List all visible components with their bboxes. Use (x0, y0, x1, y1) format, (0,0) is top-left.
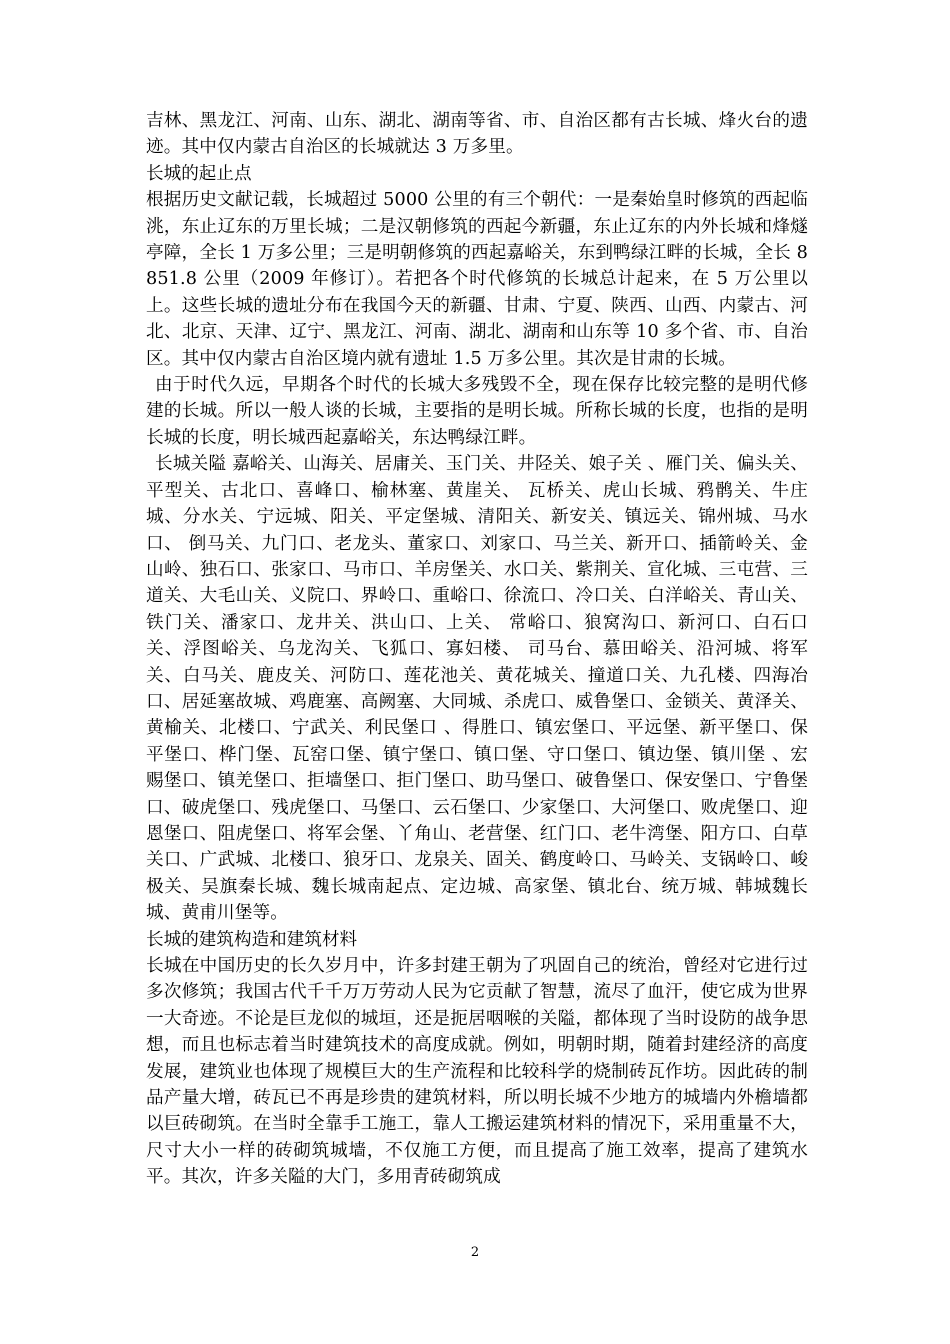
paragraph-provinces: 吉林、黑龙江、河南、山东、湖北、湖南等省、市、自治区都有古长城、烽火台的遗迹。其中仅内蒙古自治区的长城就达 3 万多里。 (146, 111, 808, 158)
paragraph-ming-wall: 由于时代久远，早期各个时代的长城大多残毁不全，现在保存比较完整的是明代修建的长城。所以一般人谈的长城，主要指的是明长城。所称长城的长度，也指的是明长城的长度，明长城西起嘉峪关，东达鸭绿江畔。 (146, 375, 808, 448)
paragraph-history-records: 根据历史文献记载，长城超过 5000 公里的有三个朝代：一是秦始皇时修筑的西起临洮，东止辽东的万里长城；二是汉朝修筑的西起今新疆，东止辽东的内外长城和烽燧亭障，全长 1 万多公里；三是明朝修筑的西起嘉峪关，东到鸭绿江畔的长城，全长 8851.8 公里（2009 年修订）。若把各个时代修筑的长城总计起来，在 5 万公里以上。这些长城的遗址分布在我国今天的新疆、甘肃、宁夏、陕西、山西、内蒙古、河北、北京、天津、辽宁、黑龙江、河南、湖北、湖南和山东等 10 多个省、市、自治区。其中仅内蒙古自治区境内就有遗址 1.5 万多公里。其次是甘肃的长城。 (146, 190, 808, 369)
section-heading-construction: 长城的建筑构造和建筑材料 (146, 929, 358, 950)
document-page (146, 108, 808, 1191)
paragraph-passes-list: 长城关隘 嘉峪关、山海关、居庸关、玉门关、井陉关、娘子关 、雁门关、偏头关、平型关、古北口、喜峰口、榆林塞、黄崖关、 瓦桥关、虎山长城、鸦鹘关、牛庄城、分水关、宁远城、阳关、平定堡城、清阳关、新安关、镇远关、锦州城、马水口、 倒马关、九门口、老龙头、董家口、刘家口、马兰关、新开口、插箭岭关、金山岭、独石口、张家口、马市口、羊房堡关、水口关、紫荆关、宣化城、三屯营、三道关、大毛山关、义院口、界岭口、重峪口、徐流口、冷口关、白洋峪关、青山关、 铁门关、潘家口、龙井关、洪山口、上关、 常峪口、狼窝沟口、新河口、白石口关、浮图峪关、乌龙沟关、飞狐口、寡妇楼、 司马台、慕田峪关、沿河城、将军关、白马关、鹿皮关、河防口、莲花池关、黄花城关、撞道口关、九孔楼、四海冶口、居延塞故城、鸡鹿塞、高阙塞、大同城、杀虎口、威鲁堡口、金锁关、黄泽关、黄榆关、北楼口、宁武关、利民堡口 、得胜口、镇宏堡口、平远堡、新平堡口、保平堡口、桦门堡、瓦窑口堡、镇宁堡口、镇口堡、守口堡口、镇边堡、镇川堡 、宏赐堡口、镇羌堡口、拒墙堡口、拒门堡口、助马堡口、破鲁堡口、保安堡口、宁鲁堡口、破虎堡口、残虎堡口、马堡口、云石堡口、少家堡口、大河堡口、败虎堡口、迎恩堡口、阻虎堡口、将军会堡、丫角山、老营堡、红门口、老牛湾堡、阳方口、白草关口、广武城、北楼口、狼牙口、龙泉关、固关、鹤度岭口、马岭关、支锅岭口、峻极关、吴旗秦长城、魏长城南起点、定边城、高家堡、镇北台、统万城、韩城魏长城、黄甫川堡等。 (146, 454, 808, 924)
paragraph-construction: 长城在中国历史的长久岁月中，许多封建王朝为了巩固自己的统治，曾经对它进行过多次修筑；我国古代千千万万劳动人民为它贡献了智慧，流尽了血汗，使它成为世界一大奇迹。不论是巨龙似的城垣，还是扼居咽喉的关隘，都体现了当时设防的战争思想，而且也标志着当时建筑技术的高度成就。例如，明朝时期，随着封建经济的高度发展，建筑业也体现了规模巨大的生产流程和比较科学的烧制砖瓦作坊。因此砖的制品产量大增，砖瓦已不再是珍贵的建筑材料，所以明长城不少地方的城墙内外檐墙都以巨砖砌筑。在当时全靠手工施工，靠人工搬运建筑材料的情况下，采用重量不大，尺寸大小一样的砖砌筑城墙，不仅施工方便，而且提高了施工效率，提高了建筑水平。其次，许多关隘的大门，多用青砖砌筑成 (146, 956, 808, 1188)
page-number: 2 (470, 1245, 480, 1260)
section-heading-start-end: 长城的起止点 (146, 163, 252, 184)
